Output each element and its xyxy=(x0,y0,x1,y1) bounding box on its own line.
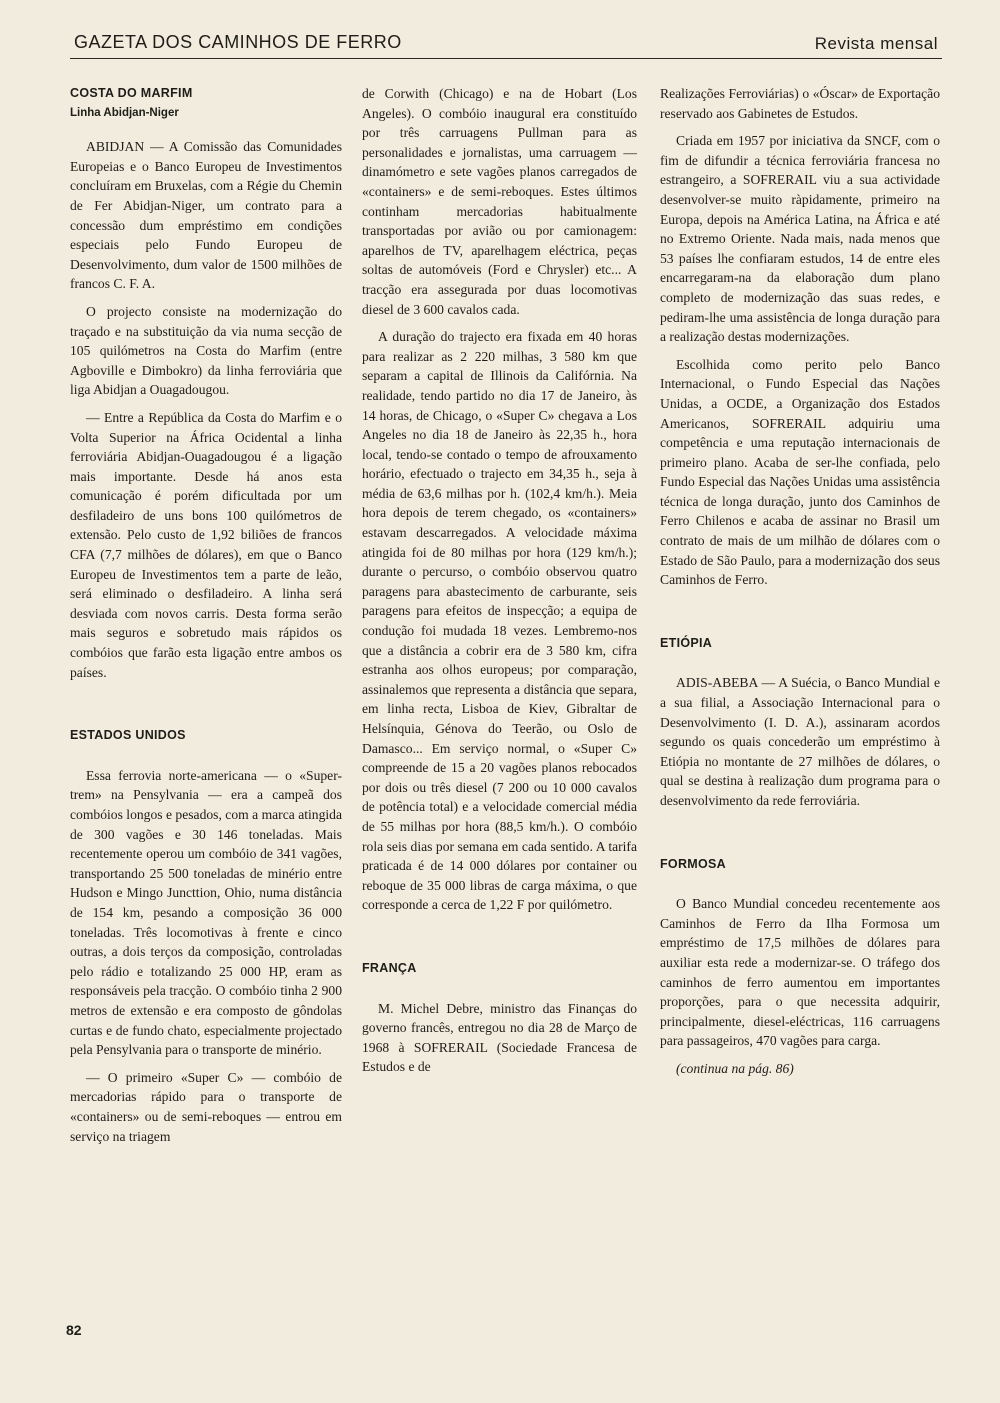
paragraph: ABIDJAN — A Comissão das Comunidades Europeias e o Banco Europeu de Investimentos concluíram em Bruxelas, com a Régie du Chemin de Fer Abidjan-Niger, um contrato para a concessão dum empréstimo em condições especiais pelo Fundo Europeu de Desenvolvimento, dum valor de 1500 milhões de francos C. F. A. xyxy=(70,139,342,292)
paragraph: Essa ferrovia norte-americana — o «Super-trem» na Pensylvania — era a campeã dos combóios longos e pesados, com a marca atingida de 300 vagões e 30 146 toneladas. Mais recentemente operou um combóio de 341 vagões, transportando 25 500 toneladas de minério entre Hudson e Mingo Juncttion, Ohio, numa distância de 154 km, pesando a composição 36 000 toneladas. Três locomotivas à frente e cinco outras, a dois terços da composição, controladas pelo rádio e totalizando 25 000 HP, eram as responsáveis pela tracção. O combóio tinha 2 900 metros de extensão e era composto de gôndolas curtas e de fundo chato, especialmente projectado pela Pensylvania para o transporte de minério. xyxy=(70,767,342,1058)
paragraph: Escolhida como perito pelo Banco Internacional, o Fundo Especial das Nações Unidas, a OCDE, a Organização dos Estados Americanos, SOFRERAIL adquiriu uma competência e uma reputação internacionais de primeiro plano. Acaba de ser-lhe confiada, pelo Fundo Especial das Nações Unidas uma assistência técnica de longa duração, junto dos Caminhos de Ferro Chilenos e acaba de assinar no Brasil um contrato de mais de um milhão de dólares com o Estado de São Paulo, para a modernização dos seus Caminhos de Ferro. xyxy=(660,356,940,588)
paragraph: — Entre a República da Costa do Marfim e o Volta Superior na África Ocidental a linha ferroviária Abidjan-Ouagadougou é a ligação mais importante. Desde há anos esta comunicação é porém dificultada por um desfiladeiro de uns bons 100 quilómetros de extensão. Pelo custo de 1,92 biliões de francos CFA (7,7 milhões de dólares), em que o Banco Europeu de Investimentos tem a parte de leão, será eliminado o desfiladeiro. A linha será desviada com novos carris. Desta forma serão mais seguros e sobretudo mais rápidos os combóios que farão esta ligação entre ambos os países. xyxy=(70,409,342,680)
paragraph: Realizações Ferroviárias) o «Óscar» de Exportação reservado aos Gabinetes de Estudos. xyxy=(660,86,940,121)
publication-title: GAZETA DOS CAMINHOS DE FERRO xyxy=(74,32,402,52)
paragraph: O Banco Mundial concedeu recentemente aos Caminhos de Ferro da Ilha Formosa um empréstimo de 17,5 milhões de dólares para auxiliar esta rede a modernizar-se. O tráfego dos caminhos de ferro aumentou em importantes proporções, para o que necessita adquirir, principalmente, diesel-eléctricas, 116 carruagens para passageiros, 470 vagões para carga. xyxy=(660,896,940,1049)
page-header xyxy=(70,30,942,59)
section-title-franca: FRANÇA xyxy=(362,960,417,975)
column-2 xyxy=(362,84,637,1085)
paragraph: — O primeiro «Super C» — combóio de mercadorias rápido para o transporte de «containers» ou de semi-reboques — entrou em serviço na triagem xyxy=(70,1069,342,1144)
paragraph: A duração do trajecto era fixada em 40 horas para realizar as 2 220 milhas, 3 580 km que separam a capital de Illinois da Califórnia. Na realidade, tendo partido no dia 17 de Janeiro, às 14 horas, de Chicago, o «Super C» chegava a Los Angeles no dia 18 de Janeiro às 22,35 h., hora local, tendo-se contado o tempo de afrouxamento horário, efectuado o trajecto em 34,35 h., seja à média de 63,6 milhas por h. (102,4 km/h.). Meia hora depois de terem chegado, os «containers» estavam descarregados. A velocidade máxima atingida foi de 80 milhas por hora (129 km/h.); durante o percurso, o combóio observou quatro paragens para abastecimento de carburante, seis paragens para efeitos de inspecção; a equipa de condução foi mudada 18 vezes. Lembremo-nos que a distância a cobrir era de 3 580 km, cifra estranha aos olhos europeus; por comparação, assinalemos que representa a distância que separa, em linha recta, Lisboa de Kiev, Gibraltar de Helsínquia, Génova do Teerão, ou Oslo de Damasco... Em serviço normal, o «Super C» compreende de 15 a 20 vagões planos rebocados por dois ou três diesel (7 200 ou 10 000 cavalos de potência total) e a velocidade comercial média de 55 milhas por hora (88,5 km/h.). O combóio rola seis dias por semana em cada sentido. A tarifa praticada é de 14 000 dólares por container ou reboque de 35 000 libras de carga máxima, o que corresponde a cerca de 1,22 F por quilómetro. xyxy=(362,329,637,913)
continuation-note: (continua na pág. 86) xyxy=(676,1060,794,1076)
column-3 xyxy=(660,84,940,1087)
periodicity-label: Revista mensal xyxy=(814,34,938,53)
paragraph: Criada em 1957 por iniciativa da SNCF, com o fim de difundir a técnica ferroviária francesa no estrangeiro, a SOFRERAIL viu a sua actividade desenvolver-se muito ràpidamente, primeiro na Europa, depois na América Latina, na África e até no Extremo Oriente. Nada mais, nada menos que 53 países lhe confiaram estudos, 14 de entre eles encarregaram-na da elaboração dum plano completo de modernização das suas redes, e pediram-lhe uma assistência de longa duração para a realização destas modernizações. xyxy=(660,133,940,345)
page-number: 82 xyxy=(66,1322,82,1338)
paragraph: de Corwith (Chicago) e na de Hobart (Los Angeles). O combóio inaugural era constituído por três carruagens Pullman para as personalidades e jornalistas, uma carruagem — dinamómetro e sete vagões planos carregados de «containers» e de semi-reboques. Estes últimos continham mercadorias habitualmente transportadas por avião ou por camionagem: aparelhos de TV, aparelhagem eléctrica, peças soltas de automóveis (Ford e Chrysler) etc... A tracção era assegurada por duas locomotivas diesel de 3 600 cavalos cada. xyxy=(362,86,637,317)
section-subtitle-linha: Linha Abidjan-Niger xyxy=(70,106,179,119)
paragraph: M. Michel Debre, ministro das Finanças do governo francês, entregou no dia 28 de Março de 1968 à SOFRERAIL (Sociedade Francesa de Estudos e de xyxy=(362,1000,637,1075)
section-title-etiopia: ETIÓPIA xyxy=(660,635,713,650)
paragraph: O projecto consiste na modernização do traçado e na substituição da via numa secção de 105 quilómetros na Costa do Marfim (entre Agboville e Dimbokro) da linha ferroviária que liga Abidjan a Ouagadougou. xyxy=(70,303,342,398)
section-title-costa-do-marfim: COSTA DO MARFIM xyxy=(70,86,193,100)
column-1 xyxy=(70,84,342,1154)
paragraph: ADIS-ABEBA — A Suécia, o Banco Mundial e a sua filial, a Associação Internacional para o Desenvolvimento (I. D. A.), assinaram acordos segundo os quais concederão um empréstimo à Etiópia no montante de 27 milhões de dólares, o qual se destina à realização dum programa para o desenvolvimento da rede ferroviária. xyxy=(660,675,940,808)
section-title-formosa: FORMOSA xyxy=(660,856,726,871)
section-title-estados-unidos: ESTADOS UNIDOS xyxy=(70,728,186,743)
